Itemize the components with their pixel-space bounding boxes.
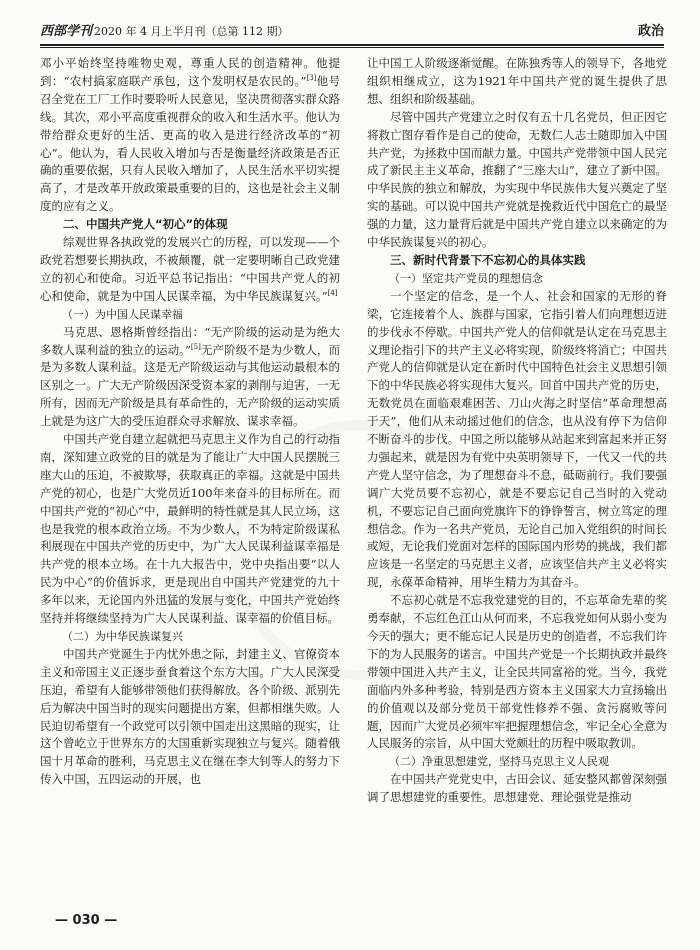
paragraph: 邓小平始终坚持唯物史观，尊重人民的创造精神。他提到：“农村搞家庭联产承包，这个发明权是农民的。”[3]他号召全党在工厂工作时要聆听人民意见，坚决贯彻落实群众路线。其次，邓小平高度重视群众的收入和生活水平。他认为带给群众更好的生活、更高的收入是进行经济改革的“初心”。他认为，看人民收入增加与否是衡量经济政策是否正确的重要依据，只有人民收入增加了，人民生活水平切实提高了，才是改革开放政策最重要的目的，这也是社会主义制度的应有之义。 (40, 56, 341, 214)
left-column (40, 55, 340, 789)
paragraph: 一个坚定的信念，是一个人、社会和国家的无形的脊梁，它连接着个人、族群与国家，它指引着人们向理想迈进的步伐永不停歇。中国共产党人的信仰就是认定在马克思主义理论指引下的共产主义必将实现，阶级终将消亡；中国共产党人的信仰就是认定在新时代中国特色社会主义思想引领下的中华民族必将实现伟大复兴。回首中国共产党的历史，无数党员在面临艰难困苦、刀山火海之时坚信“革命理想高于天”，他们从未动摇过他们的信念，也从没有停下为信仰不断奋斗的步伐。中国之所以能够从站起来到富起来并正努力强起来，就是因为有党中央英明领导下，一代又一代的共产党人坚守信念，为了理想奋斗不息，砥砺前行。我们要强调广大党员要不忘初心，就是不要忘记自己当时的入党动机，不要忘记自己面向党旗许下的铮铮誓言，树立笃定的理想信念。作为一名共产党员，无论自己加入党组织的时间长或短，无论我们党面对怎样的国际国内形势的挑战，我们都应该是一名坚定的马克思主义者，应该坚信共产主义必将实现，永葆革命精神，用毕生精力为其奋斗。 (367, 288, 667, 590)
subsection-heading: （二）为中华民族谋复兴 (62, 630, 183, 643)
paragraph: 不忘初心就是不忘我党建党的目的，不忘革命先辈的奖勇奉献，不忘红色江山从何而来，不忘我党如何从弱小变为今天的强大；更不能忘记人民是历史的创造者，不忘我们许下的为人民服务的诺言。中国共产党是一个长期执政并最终带领中国进入共产主义，让全民共同富裕的党。当今，我党面临内外多种考验，特别是西方资本主义国家大力宣扬输出的价值观以及部分党员干部党性修养不强、贪污腐败等问题，因而广大党员必须牢牢把握理想信念，牢记全心全意为人民服务的宗旨，从中国大党颇壮的历程中吸取教训。 (367, 593, 667, 751)
page-number: — 030 — (55, 913, 118, 928)
paragraph: 让中国工人阶级逐渐觉醒。在陈独秀等人的领导下，各地党组织相继成立，这为1921年中国共产党的诞生提供了思想、组织和阶级基础。 (367, 56, 667, 106)
paragraph: 综观世界各执政党的发展兴亡的历程，可以发现——个政党若想要长期执政，不被颠覆，就一定要明晰自己政党建立的初心和使命。习近平总书记指出：“中国共产党人的初心和使命，就是为中国人民谋幸福，为中华民族谋复兴。”[4] (40, 235, 340, 303)
journal-logo: 西部学刊 (40, 23, 93, 39)
header-rule-thin (40, 47, 664, 48)
subsection-heading: （一）坚定共产党员的理想信念 (389, 271, 543, 285)
page-header (40, 17, 664, 41)
right-column (367, 55, 667, 807)
section-label: 政治 (637, 23, 664, 39)
paragraph: 中国共产党自建立起就把马克思主义作为自己的行动指南，深知建立政党的目的就是为了能让广大中国人民摆脱三座大山的压迫，不被欺辱，获取真正的幸福。这就是中国共产党的初心，也是广大党员近100年来奋斗的目标所在。而中国共产党的“初心”中，最鲜明的特性就是其人民立场，这也是我党的根本政治立场。不为少数人，不为特定阶级谋私利展现在中国共产党的历史中，为广大人民谋利益谋幸福是共产党的根本立场。在十九大报告中，党中央指出要“以人民为中心”的价值诉求，更是现出自中国共产党建党的九十多年以来，无论国内外迅猛的发展与变化，中国共产党始终坚持并将继续坚持为广大人民谋利益、谋幸福的价值目标。 (40, 432, 340, 626)
header-rule-thick (40, 44, 664, 46)
paragraph: 中国共产党诞生于内忧外患之际，封建主义、官僚资本主义和帝国主义正逐步蚕食着这个东方大国。广大人民深受压迫，希望有人能够带领他们获得解放。各个阶级、派别先后为解决中国当时的现实问题提出方案，但都相继失败。人民迫切希望有一个政党可以引领中国走出这黑暗的现实，让这个曾屹立于世界东方的大国重新实现独立与复兴。随着俄国十月革命的胜利，马克思主义在继在李大钊等人的努力下传入中国，五四运动的开展，也 (40, 646, 340, 787)
paragraph: 在中国共产党党史中，古田会议、延安整风都曾深刻强调了思想建党的重要性。思想建党、理论强党是推动 (367, 772, 667, 805)
paragraph: 尽管中国共产党建立之时仅有五十几名党员，但正因它将救亡图存看作是自己的使命，无数仁人志士随即加入中国共产党，为拯救中国而献力量。中国共产党带领中国人民完成了新民主主义革命，推翻了“三座大山”，建立了新中国。中华民族的独立和解放，为实现中华民族伟大复兴奠定了坚实的基础。可以说中国共产党就是挽救近代中国危亡的最坚强的力量，这力量背后就是中国共产党自建立以来确定的为中华民族谋复兴的初心。 (367, 109, 667, 250)
section-heading-2: 二、中国共产党人“初心”的体现 (63, 217, 228, 232)
journal-info (40, 20, 289, 39)
subsection-heading: （二）净重思想建党，坚持马克思主义人民观 (389, 755, 609, 769)
subsection-heading: （一）为中国人民谋幸福 (62, 307, 183, 321)
paragraph: 马克思、恩格斯曾经指出：“无产阶级的运动是为绝大多数人谋利益的独立的运动。”[5]无产阶级不是为少数人，而是为多数人谋利益。这是无产阶级运动与其他运动最根本的区别之一。广大无产阶级因深受资本家的剥削与迫害，一无所有，因而无产阶级是具有革命性的，无产阶级的运动实质上就是为这广大的受压迫群众寻求解放、谋求幸福。 (40, 324, 340, 429)
section-heading-3: 三、新时代背景下不忘初心的具体实践 (390, 252, 586, 267)
issue-info: 2020 年 4 月上半月刊（总第 112 期） (94, 24, 289, 38)
